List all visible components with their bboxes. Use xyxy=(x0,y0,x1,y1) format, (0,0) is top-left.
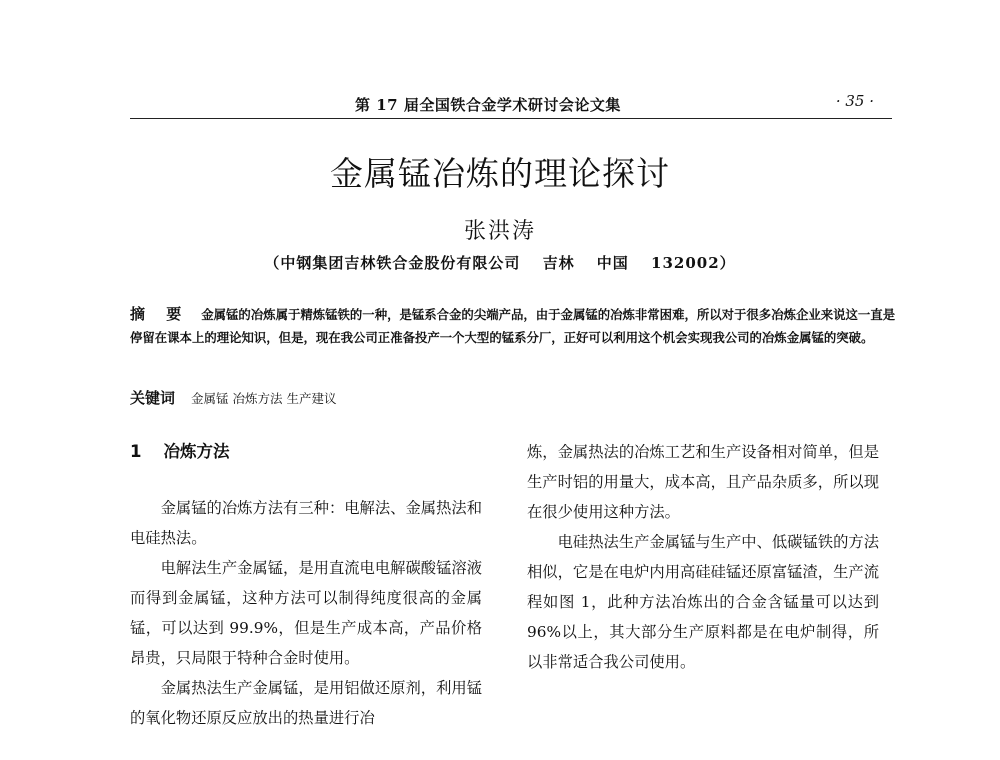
paragraph: 金属热法生产金属锰，是用铝做还原剂，利用锰的氧化物还原反应放出的热量进行冶 xyxy=(130,679,482,727)
paragraph: 炼，金属热法的冶炼工艺和生产设备相对简单，但是生产时铝的用量大，成本高，且产品杂质多，所以现在很少使用这种方法。 xyxy=(527,443,879,521)
keywords xyxy=(130,387,336,408)
keywords-text: 金属锰 冶炼方法 生产建议 xyxy=(191,391,337,406)
running-head xyxy=(130,92,892,119)
left-column xyxy=(130,437,482,733)
author-name: 张洪涛 xyxy=(463,219,536,244)
page-number: · 35 · xyxy=(835,92,874,110)
paragraph: 电解法生产金属锰，是用直流电电解碳酸锰溶液而得到金属锰，这种方法可以制得纯度很高的金属锰，可以达到 99.9%，但是生产成本高，产品价格昂贵，只局限于特种合金时使用。 xyxy=(130,559,482,667)
author-affiliation: （中钢集团吉林铁合金股份有限公司 吉林 中国 132002） xyxy=(264,254,736,272)
abstract-text: 金属锰的冶炼属于精炼锰铁的一种，是锰系合金的尖端产品，由于金属锰的冶炼非常困难，所以对于很多冶炼企业来说这一直是停留在课本上的理论知识，但是，现在我公司正准备投产一个大型的锰系分厂，正好可以利用这个机会实现我公司的冶炼金属锰的突破。 xyxy=(130,307,896,345)
keywords-label: 关键词 xyxy=(130,389,176,407)
paragraph: 电硅热法生产金属锰与生产中、低碳锰铁的方法相似，它是在电炉内用高硅硅锰还原富锰渣，生产流程如图 1，此种方法冶炼出的合金含锰量可以达到 96%以上，其大部分生产原料都是在电炉制得，所以非常适合我公司使用。 xyxy=(527,533,879,671)
section-heading xyxy=(130,437,482,467)
paper-title: 金属锰冶炼的理论探讨 xyxy=(330,154,670,193)
right-column xyxy=(527,437,879,677)
section-title: 冶炼方法 xyxy=(163,442,230,461)
running-head-title: 第 17 届全国铁合金学术研讨会论文集 xyxy=(355,96,621,114)
section-number: 1 xyxy=(130,442,142,461)
paragraph: 金属锰的冶炼方法有三种：电解法、金属热法和电硅热法。 xyxy=(130,499,482,547)
abstract-label: 摘 要 xyxy=(130,305,190,323)
abstract xyxy=(130,303,900,349)
